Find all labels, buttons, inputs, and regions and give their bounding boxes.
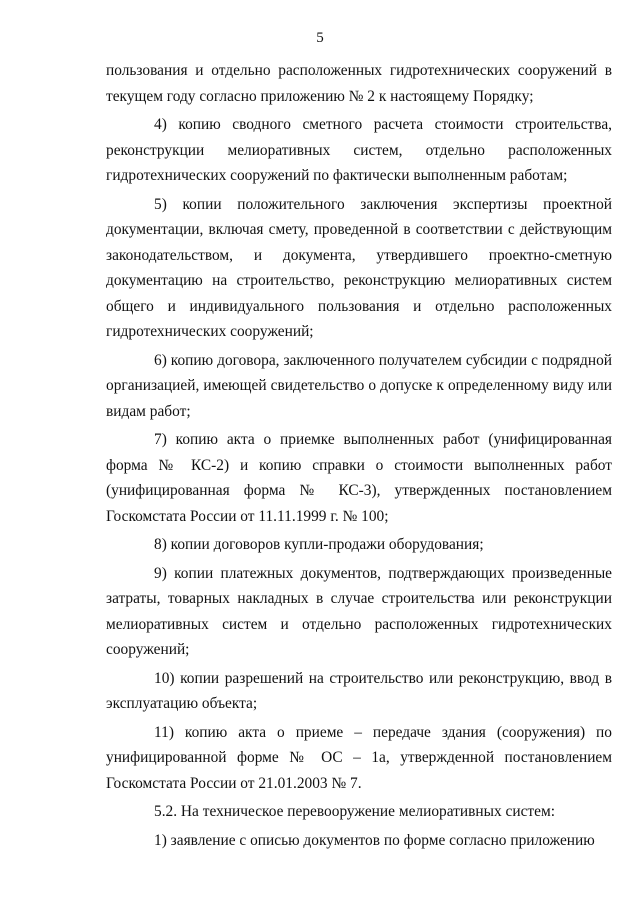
paragraph-continuation: пользования и отдельно расположенных гидротехнических сооружений в текущем году согласно приложению № 2 к настоящему Порядку; — [106, 62, 612, 105]
paragraph-item-11: 11) копию акта о приеме – передаче здания (сооружения) по унифицированной форме № ОС – 1а, утвержденной постановлением Госкомстата России от 21.01.2003 № 7. — [106, 723, 612, 792]
paragraph-item-10: 10) копии разрешений на строительство или реконструкцию, ввод в эксплуатацию объекта; — [106, 669, 612, 712]
paragraph-item-7: 7) копию акта о приемке выполненных работ (унифицированная форма № КС-2) и копию справки о стоимости выполненных работ (унифицированная форма № КС-3), утвержденных постановлением Госкомстата России от 11.11.1999 г. № 100; — [106, 431, 612, 525]
paragraph-item-4: 4) копию сводного сметного расчета стоимости строительства, реконструкции мелиоративных систем, отдельно расположенных гидротехнических сооружений по фактически выполненным работам; — [106, 116, 612, 184]
paragraph-item-8: 8) копии договоров купли-продажи оборудования; — [154, 536, 484, 553]
paragraph-subitem-1: 1) заявление с описью документов по форме согласно приложению — [154, 831, 595, 849]
document-body — [106, 58, 612, 856]
paragraph-item-5: 5) копии положительного заключения экспертизы проектной документации, включая смету, проведенной в соответствии с действующим законодательством, и документа, утвердившего проектно-сметную документацию на строительство, реконструкцию мелиоративных систем общего и индивидуального пользования и отдельно расположенных гидротехнических сооружений; — [106, 195, 612, 340]
page-number: 5 — [316, 30, 324, 46]
paragraph-item-9: 9) копии платежных документов, подтверждающих произведенные затраты, товарных накладных в случае строительства или реконструкции мелиоративных систем и отдельно расположенных гидротехнических сооружений; — [106, 564, 612, 658]
section-heading-5-2: 5.2. На техническое перевооружение мелиоративных систем: — [154, 803, 555, 820]
paragraph-item-6: 6) копию договора, заключенного получателем субсидии с подрядной организацией, имеющей свидетельство о допуске к определенному виду или видам работ; — [106, 351, 612, 420]
